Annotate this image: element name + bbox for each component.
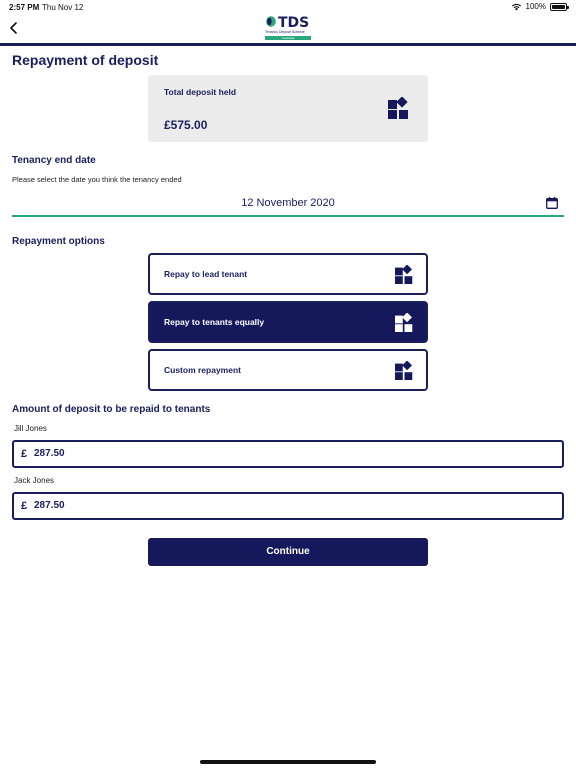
option-label: Custom repayment [164, 365, 241, 375]
option-label: Repay to lead tenant [164, 269, 248, 279]
tiles-icon [395, 361, 414, 380]
option-label: Repay to tenants equally [164, 317, 265, 327]
tenant-amount-input[interactable] [12, 440, 564, 468]
repayment-options-heading: Repayment options [12, 236, 105, 247]
tenancy-end-date-field[interactable] [12, 195, 564, 217]
logo-band: Custodial [265, 36, 311, 40]
date-value[interactable]: 12 November 2020 [241, 197, 335, 209]
total-deposit-card [148, 75, 428, 142]
amount-value[interactable]: 287.50 [34, 448, 65, 459]
logo-subtitle: Tenancy Deposit Scheme [265, 30, 305, 34]
status-bar [0, 0, 576, 14]
option-repay-lead-tenant[interactable] [148, 253, 428, 295]
tenant-name: Jack Jones [14, 476, 55, 485]
amounts-heading: Amount of deposit to be repaid to tenants [12, 404, 211, 415]
tiles-icon [395, 265, 414, 284]
navigation-bar [0, 14, 576, 44]
currency-symbol: £ [21, 500, 28, 512]
tiles-icon [388, 97, 410, 119]
logo-text: TDS [278, 15, 310, 31]
calendar-icon[interactable] [546, 197, 558, 209]
tiles-icon [395, 313, 414, 332]
battery-icon [550, 3, 567, 11]
tenancy-end-helper: Please select the date you think the tenancy ended [12, 175, 182, 184]
status-date: Thu Nov 12 [42, 3, 84, 12]
tenancy-end-heading: Tenancy end date [12, 155, 96, 166]
status-indicators [511, 2, 567, 11]
amount-value[interactable]: 287.50 [34, 500, 65, 511]
wifi-icon [511, 3, 522, 11]
deposit-label: Total deposit held [164, 87, 237, 97]
currency-symbol: £ [21, 448, 28, 460]
continue-button[interactable]: Continue [148, 538, 428, 566]
logo-mark-icon [266, 16, 276, 27]
chevron-left-icon[interactable] [6, 20, 22, 36]
battery-percent: 100% [525, 2, 546, 11]
page-title: Repayment of deposit [12, 52, 159, 68]
tenant-amount-input[interactable] [12, 492, 564, 520]
status-time: 2:57 PM [9, 3, 40, 12]
deposit-amount: £575.00 [164, 118, 208, 132]
option-repay-tenants-equally[interactable] [148, 301, 428, 343]
home-indicator[interactable] [200, 760, 376, 764]
nav-divider [0, 43, 576, 46]
tenant-name: Jill Jones [14, 424, 47, 433]
option-custom-repayment[interactable] [148, 349, 428, 391]
tds-logo [264, 16, 312, 42]
